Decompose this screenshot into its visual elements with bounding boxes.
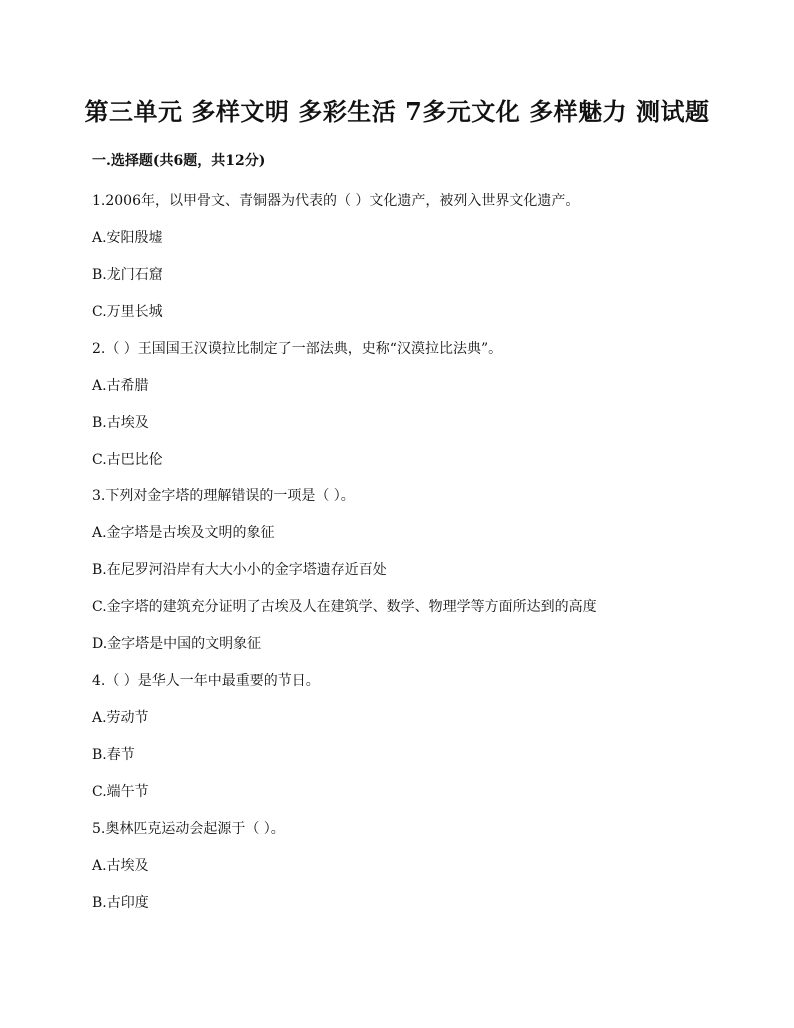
section-heading: 一.选择题(共6题，共12分) <box>92 153 266 169</box>
question-3-option-a: A.金字塔是古埃及文明的象征 <box>92 525 275 541</box>
question-1-option-a: A.安阳殷墟 <box>92 230 163 246</box>
question-3-option-c: C.金字塔的建筑充分证明了古埃及人在建筑学、数学、物理学等方面所达到的高度 <box>92 599 597 615</box>
document-title: 第三单元 多样文明 多彩生活 7多元文化 多样魅力 测试题 <box>84 97 710 126</box>
question-3-stem: 3.下列对金字塔的理解错误的一项是（ ）。 <box>92 488 355 504</box>
question-2-option-b: B.古埃及 <box>92 415 149 431</box>
question-2-option-a: A.古希腊 <box>92 378 149 394</box>
question-1-stem: 1.2006年，以甲骨文、青铜器为代表的（ ）文化遗产，被列入世界文化遗产。 <box>92 193 580 209</box>
question-2-stem: 2.（ ）王国国王汉谟拉比制定了一部法典，史称“汉漠拉比法典”。 <box>92 341 503 357</box>
question-1-option-b: B.龙门石窟 <box>92 267 163 283</box>
question-4-option-c: C.端午节 <box>92 784 149 800</box>
question-1-option-c: C.万里长城 <box>92 304 163 320</box>
question-3-option-b: B.在尼罗河沿岸有大大小小的金字塔遗存近百处 <box>92 562 387 578</box>
question-4-option-b: B.春节 <box>92 747 135 763</box>
question-5-option-a: A.古埃及 <box>92 858 149 874</box>
question-5-stem: 5.奥林匹克运动会起源于（ ）。 <box>92 821 285 837</box>
question-2-option-c: C.古巴比伦 <box>92 452 163 468</box>
question-4-option-a: A.劳动节 <box>92 710 149 726</box>
question-5-option-b: B.古印度 <box>92 895 149 911</box>
question-3-option-d: D.金字塔是中国的文明象征 <box>92 636 262 652</box>
question-4-stem: 4.（ ）是华人一年中最重要的节日。 <box>92 673 320 689</box>
